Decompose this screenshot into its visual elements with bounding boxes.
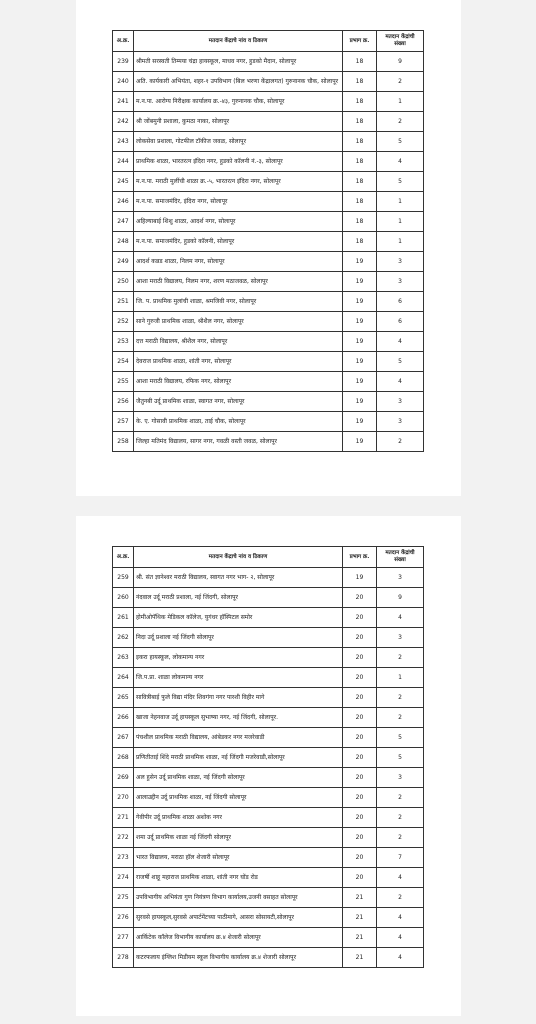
ward-cell: 21 bbox=[343, 888, 377, 908]
serial-cell: 273 bbox=[113, 848, 134, 868]
ward-cell: 20 bbox=[343, 668, 377, 688]
count-cell: 9 bbox=[377, 52, 424, 72]
serial-cell: 241 bbox=[113, 92, 134, 112]
center-name-cell: जैतुनबी उर्दू प्राथमिक शाळा, स्वागत नगर, सोलापूर bbox=[134, 392, 343, 412]
header-center: मतदान केंद्राचे नांव व ठिकाण bbox=[134, 547, 343, 568]
count-cell: 4 bbox=[377, 332, 424, 352]
ward-cell: 20 bbox=[343, 748, 377, 768]
ward-cell: 21 bbox=[343, 948, 377, 968]
ward-cell: 20 bbox=[343, 628, 377, 648]
count-cell: 2 bbox=[377, 828, 424, 848]
count-cell: 4 bbox=[377, 928, 424, 948]
serial-cell: 251 bbox=[113, 292, 134, 312]
serial-cell: 245 bbox=[113, 172, 134, 192]
ward-cell: 18 bbox=[343, 52, 377, 72]
table-row bbox=[113, 608, 424, 628]
serial-cell: 263 bbox=[113, 648, 134, 668]
serial-cell: 260 bbox=[113, 588, 134, 608]
table-row bbox=[113, 728, 424, 748]
table-row bbox=[113, 708, 424, 728]
serial-cell: 243 bbox=[113, 132, 134, 152]
table-row bbox=[113, 52, 424, 72]
count-cell: 2 bbox=[377, 648, 424, 668]
ward-cell: 18 bbox=[343, 212, 377, 232]
ward-cell: 18 bbox=[343, 112, 377, 132]
count-cell: 3 bbox=[377, 392, 424, 412]
table-row bbox=[113, 292, 424, 312]
count-cell: 3 bbox=[377, 252, 424, 272]
serial-cell: 249 bbox=[113, 252, 134, 272]
table-row bbox=[113, 588, 424, 608]
table-row bbox=[113, 908, 424, 928]
ward-cell: 20 bbox=[343, 728, 377, 748]
center-name-cell: अल हुसेन उर्दू प्राथमिक शाळा, नई जिंदगी सोलापूर bbox=[134, 768, 343, 788]
serial-cell: 264 bbox=[113, 668, 134, 688]
ward-cell: 19 bbox=[343, 252, 377, 272]
table-row bbox=[113, 432, 424, 452]
serial-cell: 271 bbox=[113, 808, 134, 828]
serial-cell: 269 bbox=[113, 768, 134, 788]
count-cell: 9 bbox=[377, 588, 424, 608]
serial-cell: 257 bbox=[113, 412, 134, 432]
count-cell: 1 bbox=[377, 668, 424, 688]
ward-cell: 20 bbox=[343, 588, 377, 608]
ward-cell: 20 bbox=[343, 788, 377, 808]
serial-cell: 259 bbox=[113, 568, 134, 588]
center-name-cell: शमा उर्दू प्राथमिक शाळा नई जिंदगी सोलापूर bbox=[134, 828, 343, 848]
serial-cell: 276 bbox=[113, 908, 134, 928]
center-name-cell: खाजा नेहनवाज उर्दू हायस्कूल सुभाष्या नगर, नई जिंदगी, सोलापूर. bbox=[134, 708, 343, 728]
count-cell: 5 bbox=[377, 352, 424, 372]
count-cell: 4 bbox=[377, 948, 424, 968]
serial-cell: 262 bbox=[113, 628, 134, 648]
center-name-cell: श्री. संत ज्ञानेश्वर मराठी विद्यालय, स्वागत नगर भाग- २, सोलापूर bbox=[134, 568, 343, 588]
center-name-cell: इकरा हायस्कूल, लोकमान्य नगर bbox=[134, 648, 343, 668]
header-center: मतदान केंद्राचे नांव व ठिकाण bbox=[134, 31, 343, 52]
table-row bbox=[113, 688, 424, 708]
ward-cell: 18 bbox=[343, 152, 377, 172]
table-row bbox=[113, 192, 424, 212]
count-cell: 1 bbox=[377, 192, 424, 212]
count-cell: 5 bbox=[377, 172, 424, 192]
center-name-cell: नंदवाल उर्दू मराठी प्रशाला, नई जिंदगी, सोलापूर bbox=[134, 588, 343, 608]
header-ward: प्रभाग क्र. bbox=[343, 547, 377, 568]
count-cell: 3 bbox=[377, 272, 424, 292]
table-row bbox=[113, 648, 424, 668]
center-name-cell: देवराज प्राथमिक शाळा, शांती नगर, सोलापूर bbox=[134, 352, 343, 372]
count-cell: 2 bbox=[377, 432, 424, 452]
serial-cell: 246 bbox=[113, 192, 134, 212]
header-count: मतदान केंद्रांची संख्या bbox=[377, 547, 424, 568]
serial-cell: 255 bbox=[113, 372, 134, 392]
count-cell: 6 bbox=[377, 292, 424, 312]
ward-cell: 19 bbox=[343, 292, 377, 312]
center-name-cell: सुरवसे हायस्कूल,सुरवसे अपार्टमेंटच्या पाठीमागे, आसरा सोसायटी,सोलापूर bbox=[134, 908, 343, 928]
center-name-cell: श्री जोंबमुनी प्रशाला, कुमठा नाका, सोलापूर bbox=[134, 112, 343, 132]
table-row bbox=[113, 372, 424, 392]
serial-cell: 267 bbox=[113, 728, 134, 748]
table-row bbox=[113, 172, 424, 192]
serial-cell: 247 bbox=[113, 212, 134, 232]
header-serial: अ.क्र. bbox=[113, 31, 134, 52]
center-name-cell: कटरफलाय इंग्लिश मिडीयम स्कूल विभागीय कार्यालय क्र.४ शेजारी सोलापूर bbox=[134, 948, 343, 968]
count-cell: 1 bbox=[377, 232, 424, 252]
table-row bbox=[113, 112, 424, 132]
table-row bbox=[113, 948, 424, 968]
ward-cell: 18 bbox=[343, 72, 377, 92]
center-name-cell: उपविभागीय अभियंता गुण नियंत्रण विभाग कार्यालय,उजनी वसाहत सोलापूर bbox=[134, 888, 343, 908]
center-name-cell: जि. प. प्राथमिक मुलांची शाळा, श्रमजिवी नगर, सोलापूर bbox=[134, 292, 343, 312]
count-cell: 4 bbox=[377, 152, 424, 172]
count-cell: 4 bbox=[377, 868, 424, 888]
center-name-cell: साने गुरुजी प्राथमिक शाळा, श्रीशैल नगर, सोलापूर bbox=[134, 312, 343, 332]
ward-cell: 19 bbox=[343, 412, 377, 432]
table-body-1 bbox=[113, 52, 424, 452]
center-name-cell: म.न.पा. समाजमंदिर, इंदिरा नगर, सोलापूर bbox=[134, 192, 343, 212]
table-row bbox=[113, 412, 424, 432]
ward-cell: 18 bbox=[343, 92, 377, 112]
table-row bbox=[113, 272, 424, 292]
ward-cell: 20 bbox=[343, 708, 377, 728]
center-name-cell: आशा मराठी विद्यालय, रफिक नगर, सोलापूर bbox=[134, 372, 343, 392]
ward-cell: 19 bbox=[343, 272, 377, 292]
center-name-cell: दत्त मराठी विद्यालय, श्रीशैल नगर, सोलापूर bbox=[134, 332, 343, 352]
count-cell: 1 bbox=[377, 92, 424, 112]
center-name-cell: म.न.पा. मराठी मुलींची शाळा क्र.-५, भारतरत्न इंदिरा नगर, सोलापूर bbox=[134, 172, 343, 192]
table-body-2 bbox=[113, 568, 424, 968]
count-cell: 7 bbox=[377, 848, 424, 868]
serial-cell: 248 bbox=[113, 232, 134, 252]
ward-cell: 21 bbox=[343, 908, 377, 928]
table-row bbox=[113, 212, 424, 232]
ward-cell: 19 bbox=[343, 332, 377, 352]
center-name-cell: अहिल्याबाई शिशु शाळा, आदर्श नगर, सोलापूर bbox=[134, 212, 343, 232]
table-row bbox=[113, 92, 424, 112]
center-name-cell: के. ए. गोसावी प्राथमिक शाळा, ताई चौक, सोलापूर bbox=[134, 412, 343, 432]
center-name-cell: आर्किटेक कॉलेज विभागीय कार्यालय क्र.४ शेजारी सोलापूर bbox=[134, 928, 343, 948]
table-row bbox=[113, 928, 424, 948]
ward-cell: 20 bbox=[343, 648, 377, 668]
count-cell: 2 bbox=[377, 888, 424, 908]
table-row bbox=[113, 332, 424, 352]
serial-cell: 244 bbox=[113, 152, 134, 172]
table-row bbox=[113, 788, 424, 808]
count-cell: 6 bbox=[377, 312, 424, 332]
serial-cell: 240 bbox=[113, 72, 134, 92]
serial-cell: 272 bbox=[113, 828, 134, 848]
serial-cell: 278 bbox=[113, 948, 134, 968]
table-row bbox=[113, 808, 424, 828]
polling-centers-table-2 bbox=[112, 546, 424, 968]
serial-cell: 258 bbox=[113, 432, 134, 452]
center-name-cell: अति. कार्यकारी अभियंता, शहर-१ उपविभाग (बिल भरणा केंद्रालगत) गुरुनानक चौक, सोलापूर bbox=[134, 72, 343, 92]
table-row bbox=[113, 72, 424, 92]
center-name-cell: आलाउद्दीन उर्दू प्राथमिक शाळा, नई जिंदगी सोलापूर bbox=[134, 788, 343, 808]
ward-cell: 19 bbox=[343, 392, 377, 412]
count-cell: 3 bbox=[377, 568, 424, 588]
center-name-cell: श्रीमती सरस्वती तिम्मया चंद्रा हायस्कूल, माधव नगर, हुडको मैदान, सोलापूर bbox=[134, 52, 343, 72]
table-row bbox=[113, 232, 424, 252]
ward-cell: 21 bbox=[343, 928, 377, 948]
center-name-cell: सावित्रीबाई फुले विद्या मंदिर शिवगंगा नगर पारशी विहीर मागे bbox=[134, 688, 343, 708]
serial-cell: 270 bbox=[113, 788, 134, 808]
table-row bbox=[113, 152, 424, 172]
count-cell: 4 bbox=[377, 908, 424, 928]
count-cell: 5 bbox=[377, 728, 424, 748]
center-name-cell: आदर्श कन्नड शाळा, निलम नगर, सोलापूर bbox=[134, 252, 343, 272]
ward-cell: 18 bbox=[343, 232, 377, 252]
center-name-cell: म.न.पा. समाजमंदिर, हुडको कॉलनी, सोलापूर bbox=[134, 232, 343, 252]
count-cell: 2 bbox=[377, 788, 424, 808]
table-row bbox=[113, 828, 424, 848]
serial-cell: 265 bbox=[113, 688, 134, 708]
count-cell: 1 bbox=[377, 212, 424, 232]
table-row bbox=[113, 868, 424, 888]
table-row bbox=[113, 848, 424, 868]
ward-cell: 20 bbox=[343, 608, 377, 628]
center-name-cell: लोकसेवा प्रशाला, गोटफील टॉकीज जवळ, सोलापूर bbox=[134, 132, 343, 152]
table-row bbox=[113, 888, 424, 908]
serial-cell: 242 bbox=[113, 112, 134, 132]
serial-cell: 277 bbox=[113, 928, 134, 948]
center-name-cell: प्रणितीताई शिंदे मराठी प्राथमिक शाळा, नई जिंदगी मजरेवाडी,सोलापूर bbox=[134, 748, 343, 768]
count-cell: 2 bbox=[377, 688, 424, 708]
table-row bbox=[113, 748, 424, 768]
ward-cell: 20 bbox=[343, 688, 377, 708]
ward-cell: 19 bbox=[343, 372, 377, 392]
table-row bbox=[113, 392, 424, 412]
center-name-cell: निदा उर्दू प्रशाला नई जिंदगी सोलापूर bbox=[134, 628, 343, 648]
center-name-cell: म.न.पा. आरोग्य निरीक्षक कार्यालय क्र.-४३, गुरुनानक चौक, सोलापूर bbox=[134, 92, 343, 112]
ward-cell: 18 bbox=[343, 132, 377, 152]
center-name-cell: पंचशील प्राथमिक मराठी विद्यालय, आंबेडकर नगर मजरेवाडी bbox=[134, 728, 343, 748]
center-name-cell: जि.प.प्रा. शाळा लोकमान्य नगर bbox=[134, 668, 343, 688]
ward-cell: 20 bbox=[343, 808, 377, 828]
count-cell: 2 bbox=[377, 72, 424, 92]
ward-cell: 20 bbox=[343, 848, 377, 868]
header-ward: प्रभाग क्र. bbox=[343, 31, 377, 52]
table-header-row bbox=[113, 547, 424, 568]
count-cell: 5 bbox=[377, 132, 424, 152]
center-name-cell: भारत विद्यालय, मराठा हॉल शेजारी सोलापूर bbox=[134, 848, 343, 868]
center-name-cell: प्राथमिक शाळा, भारतरत्न इंदिरा नगर, हुडको कॉलनी नं.-३, सोलापूर bbox=[134, 152, 343, 172]
ward-cell: 18 bbox=[343, 172, 377, 192]
serial-cell: 239 bbox=[113, 52, 134, 72]
ward-cell: 19 bbox=[343, 352, 377, 372]
center-name-cell: आशा मराठी विद्यालय, निलम नगर, शरण मठाजवळ, सोलापूर bbox=[134, 272, 343, 292]
count-cell: 5 bbox=[377, 748, 424, 768]
count-cell: 2 bbox=[377, 808, 424, 828]
table-row bbox=[113, 568, 424, 588]
table-row bbox=[113, 132, 424, 152]
table-row bbox=[113, 668, 424, 688]
serial-cell: 256 bbox=[113, 392, 134, 412]
table-row bbox=[113, 352, 424, 372]
header-count: मतदान केंद्रांची संख्या bbox=[377, 31, 424, 52]
count-cell: 2 bbox=[377, 112, 424, 132]
table-header-row bbox=[113, 31, 424, 52]
ward-cell: 19 bbox=[343, 432, 377, 452]
count-cell: 4 bbox=[377, 372, 424, 392]
serial-cell: 274 bbox=[113, 868, 134, 888]
table-row bbox=[113, 628, 424, 648]
table-row bbox=[113, 252, 424, 272]
center-name-cell: होमीओपॅथिक मेडिकल कॉलेज, युगंधर हॉस्पिटल समोर bbox=[134, 608, 343, 628]
count-cell: 2 bbox=[377, 708, 424, 728]
serial-cell: 253 bbox=[113, 332, 134, 352]
serial-cell: 275 bbox=[113, 888, 134, 908]
serial-cell: 252 bbox=[113, 312, 134, 332]
serial-cell: 266 bbox=[113, 708, 134, 728]
serial-cell: 261 bbox=[113, 608, 134, 628]
count-cell: 4 bbox=[377, 608, 424, 628]
center-name-cell: जिल्हा मतिमंद विद्यालय, सागर नगर, गवळी वस्ती जवळ, सोलापूर bbox=[134, 432, 343, 452]
ward-cell: 19 bbox=[343, 312, 377, 332]
count-cell: 3 bbox=[377, 628, 424, 648]
serial-cell: 268 bbox=[113, 748, 134, 768]
ward-cell: 20 bbox=[343, 828, 377, 848]
serial-cell: 254 bbox=[113, 352, 134, 372]
table-row bbox=[113, 312, 424, 332]
center-name-cell: राजर्षी शाहू महाराज प्राथमिक शाळा, शांती नगर घोंड रोड bbox=[134, 868, 343, 888]
ward-cell: 20 bbox=[343, 868, 377, 888]
header-serial: अ.क्र. bbox=[113, 547, 134, 568]
count-cell: 3 bbox=[377, 412, 424, 432]
table-row bbox=[113, 768, 424, 788]
serial-cell: 250 bbox=[113, 272, 134, 292]
center-name-cell: गेवीपीर उर्दू प्राथमिक शाळा अशोक नगर bbox=[134, 808, 343, 828]
ward-cell: 19 bbox=[343, 568, 377, 588]
ward-cell: 18 bbox=[343, 192, 377, 212]
ward-cell: 20 bbox=[343, 768, 377, 788]
polling-centers-table-1 bbox=[112, 30, 424, 452]
count-cell: 3 bbox=[377, 768, 424, 788]
